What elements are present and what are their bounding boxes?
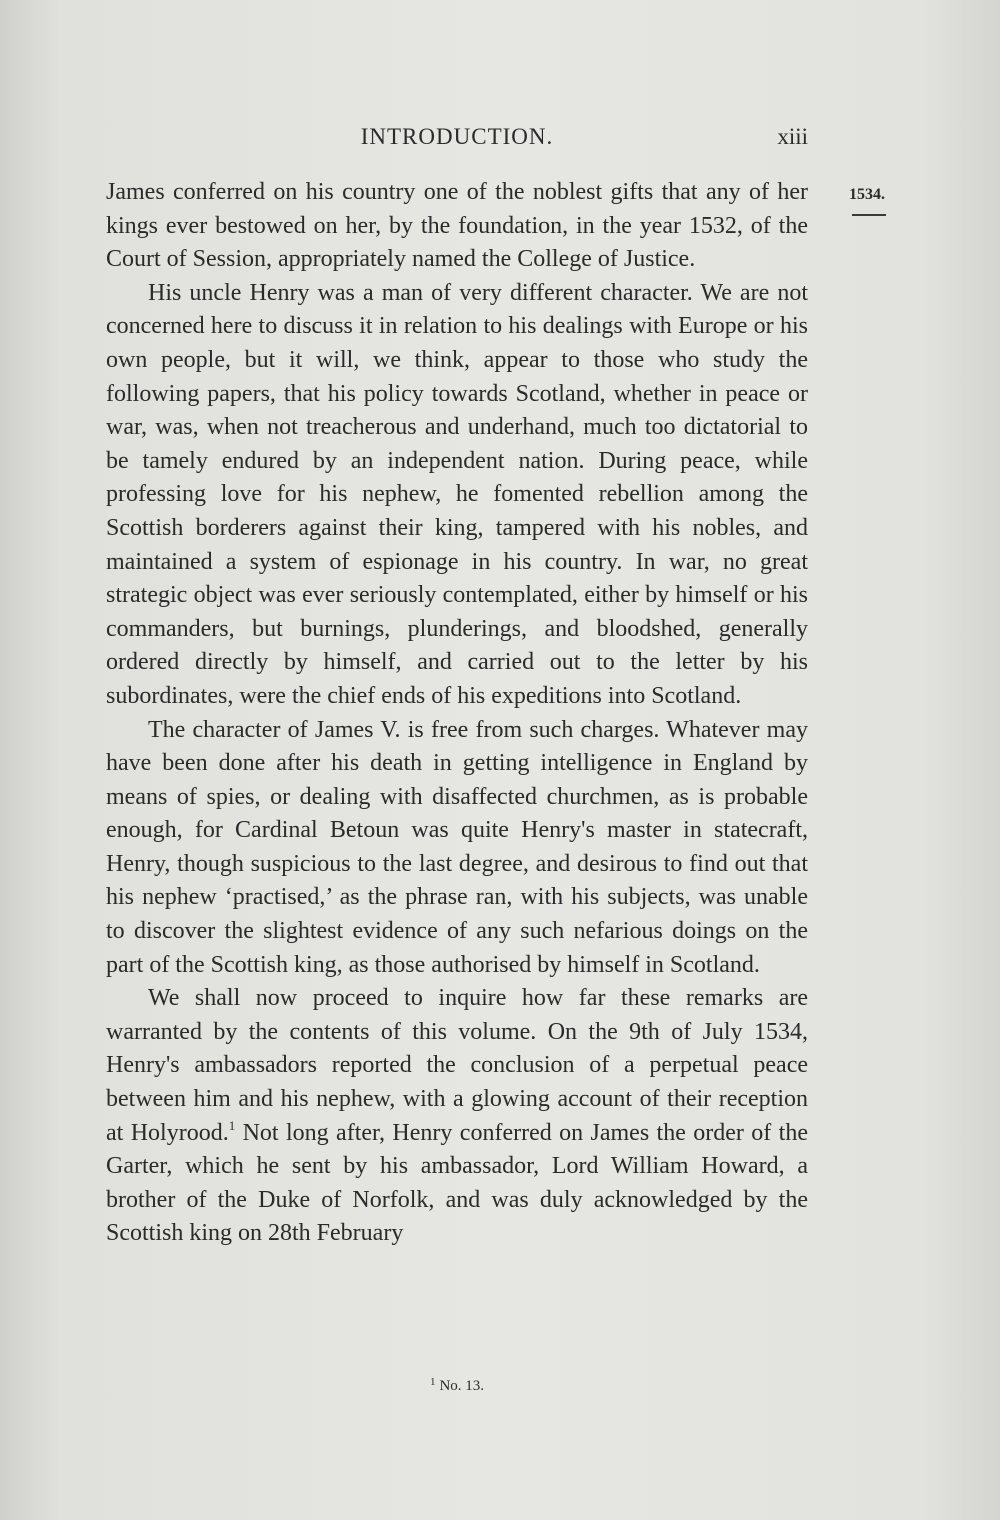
margin-year-note: 1534. (849, 186, 885, 203)
paragraph-3 (106, 714, 808, 983)
body-text (106, 176, 808, 1251)
footnote (106, 1376, 808, 1395)
running-head (106, 124, 808, 158)
footnote-mark: 1 (429, 1376, 436, 1388)
footnote-reference: 1 (228, 1117, 236, 1133)
paragraph-2 (106, 277, 808, 714)
margin-rule (852, 214, 886, 216)
paragraph-4 (106, 982, 808, 1251)
paragraph-2-text: His uncle Henry was a man of very different character. We are not concerned here to discuss it in relation to his dealings with Europe or his own people, but it will, we think, appear to those who study the following papers, that his policy towards Scotland, whether in peace or war, was, when not treacherous and underhand, much too dictatorial to be tamely endured by an independent nation. During peace, while professing love for his nephew, he fomented rebellion among the Scottish borderers against their king, tampered with his nobles, and maintained a system of espionage in his country. In war, no great strategic object was ever seriously contemplated, either by himself or his commanders, but burnings, plunderings, and bloodshed, generally ordered directly by himself, and carried out to the letter by his subordinates, were the chief ends of his expeditions into Scotland. (106, 279, 808, 709)
paragraph-4-text-start: We shall now proceed to inquire how far these remarks are warranted by the contents of this volume. On the 9th of July 1534, Henry's ambassadors reported the conclusion of a perpetual peace between him and his nephew, with a glowing account of their reception at Holyrood. (106, 985, 808, 1146)
page-number: xiii (777, 124, 808, 149)
paragraph-1 (106, 176, 808, 277)
running-title: INTRODUCTION. (360, 124, 554, 149)
paragraph-1-text: James conferred on his country one of the noblest gifts that any of her kings ever bestowed on her, by the foundation, in the year 1532, of the Court of Session, appropriately named the College of Justice. (106, 179, 808, 273)
paragraph-3-text: The character of James V. is free from such charges. Whatever may have been done after his death in getting intelligence in England by means of spies, or dealing with disaffected churchmen, as is probable enough, for Cardinal Betoun was quite Henry's master in statecraft, Henry, though suspicious to the last degree, and desirous to find out that his nephew ‘practised,’ as the phrase ran, with his subjects, was unable to discover the slightest evidence of any such nefarious doings on the part of the Scottish king, as those authorised by himself in Scotland. (106, 716, 808, 978)
paragraph-4-text-end: Not long after, Henry conferred on James the order of the Garter, which he sent by his ambassador, Lord William Howard, a brother of the Duke of Norfolk, and was duly acknowledged by the Scottish king on 28th February (106, 1119, 808, 1247)
footnote-text: No. 13. (439, 1378, 485, 1394)
